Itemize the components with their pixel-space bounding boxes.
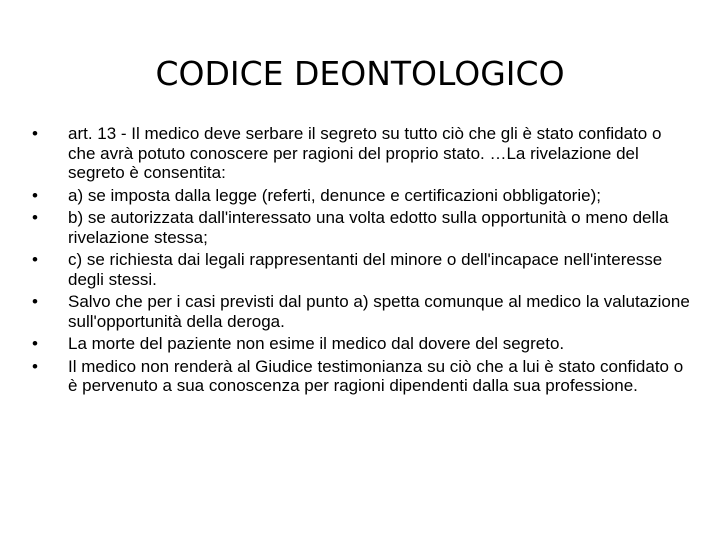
bullet-icon: • xyxy=(32,356,38,376)
slide-title: CODICE DEONTOLOGICO xyxy=(155,54,565,93)
list-item-text: b) se autorizzata dall'interessato una volta edotto sulla opportunità o meno della rivelazione stessa; xyxy=(68,208,669,247)
list-item xyxy=(28,334,690,354)
list-item xyxy=(28,208,690,247)
list-item xyxy=(28,124,690,183)
bullet-icon: • xyxy=(32,208,38,227)
bullet-icon: • xyxy=(32,185,38,205)
bullet-icon: • xyxy=(32,124,38,143)
list-item xyxy=(28,292,690,331)
list-item-text: Il medico non renderà al Giudice testimonianza su ciò che a lui è stato confidato o è pervenuto a sua conoscenza per ragioni dipendenti dalla sua professione. xyxy=(68,356,684,395)
bullet-icon: • xyxy=(32,292,38,311)
list-item-text: a) se imposta dalla legge (referti, denunce e certificazioni obbligatorie); xyxy=(68,185,601,205)
bullet-icon: • xyxy=(32,250,38,269)
list-item xyxy=(28,250,690,289)
list-item-text: Salvo che per i casi previsti dal punto a) spetta comunque al medico la valutazione sull'opportunità della deroga. xyxy=(68,292,690,331)
list-item-text: art. 13 - Il medico deve serbare il segreto su tutto ciò che gli è stato confidato o che avrà potuto conoscere per ragioni del proprio stato. …La rivelazione del segreto è consentita: xyxy=(68,124,662,182)
list-item-text: c) se richiesta dai legali rappresentanti del minore o dell'incapace nell'interesse degli stessi. xyxy=(68,250,663,289)
list-item xyxy=(28,357,690,396)
list-item xyxy=(28,186,690,206)
bullet-icon: • xyxy=(32,334,38,353)
list-item-text: La morte del paziente non esime il medico dal dovere del segreto. xyxy=(68,334,565,353)
slide-body xyxy=(28,124,690,399)
bullet-list xyxy=(28,124,690,396)
